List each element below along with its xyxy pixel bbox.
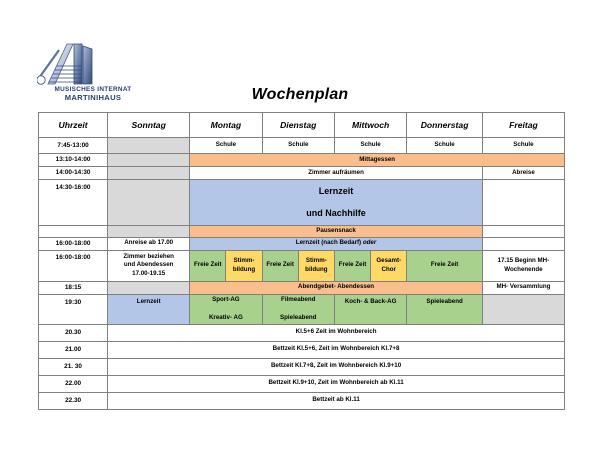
cell-sonntag-lernzeit: Lernzeit <box>108 294 190 324</box>
logo-line-1: MUSISCHES INTERNAT <box>54 86 132 93</box>
cell-sonntag-empty <box>108 167 190 180</box>
table-row <box>39 180 565 226</box>
cell-anreise: Anreise ab 17.00 <box>108 237 190 250</box>
mh-start-line1: 17.15 Beginn MH- <box>497 257 550 264</box>
kreativ-ag-label: Kreativ- AG <box>208 313 243 321</box>
cell-mittwoch-koch-back: Koch- & Back-AG <box>334 294 406 324</box>
table-row <box>39 294 565 324</box>
spacer <box>191 305 260 314</box>
row-time: 18:15 <box>39 281 108 294</box>
row-time: 13:10-14:00 <box>39 154 108 167</box>
cell-donnerstag-spieleabend: Spieleabend <box>407 294 483 324</box>
cell-sonntag-empty <box>108 138 190 154</box>
activity-freie-zeit-dienstag: Freie Zeit <box>263 251 299 281</box>
cell-sonntag-merged <box>108 281 190 294</box>
table-row <box>39 250 565 281</box>
cell-freitag-mh-start <box>482 250 564 281</box>
cell-bettzeit-7-8: Bettzeit Kl.7+8, Zeit im Wohnbereich Kl.9+10 <box>108 358 565 375</box>
cell-sonntag-empty <box>108 154 190 167</box>
row-time: 7:45-13:00 <box>39 138 108 154</box>
row-time: 21. 30 <box>39 358 108 375</box>
table-row <box>39 358 565 375</box>
cell-montag-schule: Schule <box>190 138 262 154</box>
cell-sonntag-empty <box>108 226 190 238</box>
column-header-donnerstag: Donnerstag <box>407 113 483 138</box>
cell-donnerstag-schule: Schule <box>407 138 483 154</box>
cell-dienstag-schule: Schule <box>262 138 334 154</box>
table-row <box>39 375 565 392</box>
cell-zimmer-aufraeumen: Zimmer aufräumen <box>190 167 483 180</box>
table-row <box>39 154 565 167</box>
cell-mittwoch-activities <box>334 250 406 281</box>
activity-freie-zeit-montag: Freie Zeit <box>190 251 226 281</box>
cell-freitag-empty <box>482 294 564 324</box>
activity-gesamt-chor: Gesamt-Chor <box>371 251 406 281</box>
cell-dienstag-activities <box>262 250 334 281</box>
cell-freitag-empty <box>482 237 564 250</box>
column-header-sonntag: Sonntag <box>108 113 190 138</box>
column-header-montag: Montag <box>190 113 262 138</box>
spieleabend-label: Spieleabend <box>280 313 317 321</box>
cell-bettzeit-11: Bettzeit ab Kl.11 <box>108 392 565 409</box>
cell-freitag-schule: Schule <box>482 138 564 154</box>
cell-wohnbereich-5-6: Kl.5+6 Zeit im Wohnbereich <box>108 324 565 341</box>
lernzeit-label: Lernzeit <box>318 185 354 196</box>
cell-abreise: Abreise <box>482 167 564 180</box>
row-time: 16:00-18:00 <box>39 250 108 281</box>
zimmer-beziehen-line1: Zimmer beziehen <box>123 252 174 260</box>
cell-zimmer-beziehen <box>108 250 190 281</box>
row-time: 22.30 <box>39 392 108 409</box>
row-time <box>39 226 108 238</box>
filmeabend-label: Filmeabend <box>281 296 316 303</box>
table-row <box>39 324 565 341</box>
row-time: 19:30 <box>39 294 108 324</box>
table-header-row <box>39 113 565 138</box>
cell-sonntag-empty <box>108 180 190 226</box>
column-header-freitag: Freitag <box>482 113 564 138</box>
logo-line-2: MARTINIHAUS <box>64 93 122 103</box>
table-row <box>39 281 565 294</box>
column-header-mittwoch: Mittwoch <box>334 113 406 138</box>
row-time: 14:30-16:00 <box>39 180 108 226</box>
cell-montag-activities <box>190 250 262 281</box>
cell-mh-versammlung: MH- Versammlung <box>482 281 564 294</box>
oder-label: oder <box>362 239 377 247</box>
weekly-plan-table <box>38 112 565 410</box>
column-header-uhrzeit: Uhrzeit <box>39 113 108 138</box>
activity-stimmbildung-montag: Stimm-bildung <box>226 251 261 281</box>
cell-freitag-empty <box>482 226 564 238</box>
lernzeit-bedarf-label: Lernzeit (nach Bedarf) <box>295 239 363 247</box>
table-row <box>39 167 565 180</box>
cell-pausensnack: Pausensnack <box>190 226 483 238</box>
sport-ag-label: Sport-AG <box>212 296 240 303</box>
cell-lernzeit-nach-bedarf <box>190 237 483 250</box>
row-time: 21.00 <box>39 341 108 358</box>
page-title: Wochenplan <box>251 86 349 103</box>
activity-stimmbildung-dienstag: Stimm-bildung <box>299 251 334 281</box>
martinihaus-logo-icon <box>37 42 99 86</box>
table-row <box>39 341 565 358</box>
table-row <box>39 226 565 238</box>
activity-freie-zeit-donnerstag: Freie Zeit <box>407 250 483 281</box>
cell-mittagessen: Mittagessen <box>190 154 565 167</box>
row-time: 20.30 <box>39 324 108 341</box>
row-time: 22.00 <box>39 375 108 392</box>
nachhilfe-label: und Nachhilfe <box>306 208 366 218</box>
column-header-dienstag: Dienstag <box>262 113 334 138</box>
row-time: 14:00-14:30 <box>39 167 108 180</box>
zimmer-beziehen-time: 17.00-19.15 <box>132 270 166 278</box>
spacer <box>191 198 481 207</box>
row-time: 16:00-18:00 <box>39 237 108 250</box>
cell-mittwoch-schule: Schule <box>334 138 406 154</box>
cell-bettzeit-9-10: Bettzeit Kl.9+10, Zeit im Wohnbereich ab Kl.11 <box>108 375 565 392</box>
cell-lernzeit-nachhilfe <box>190 180 483 226</box>
cell-abendgebet: Abendgebet- Abendessen <box>190 281 483 294</box>
table-row <box>39 237 565 250</box>
table-row <box>39 392 565 409</box>
spacer <box>264 305 333 314</box>
zimmer-beziehen-line2: und Abendessen <box>123 261 174 269</box>
table-row <box>39 138 565 154</box>
cell-freitag-empty <box>482 180 564 226</box>
cell-montag-ags <box>190 294 262 324</box>
activity-freie-zeit-mittwoch: Freie Zeit <box>335 251 371 281</box>
cell-dienstag-abend <box>262 294 334 324</box>
cell-bettzeit-5-6: Bettzeit Kl.5+6, Zeit im Wohnbereich Kl.7+8 <box>108 341 565 358</box>
mh-start-line2: Wochenende <box>504 265 543 273</box>
